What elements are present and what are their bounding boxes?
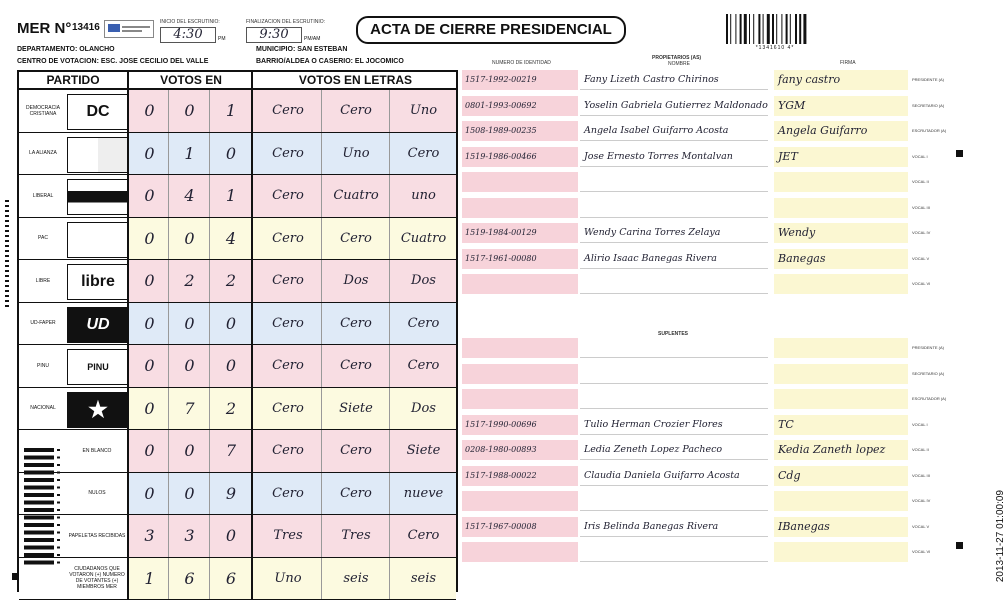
vote-digit: 0 (209, 303, 252, 345)
barcode (726, 14, 824, 44)
member-signature[interactable] (774, 172, 908, 192)
party-row (19, 175, 456, 218)
vote-digit: 0 (168, 345, 210, 387)
vote-digit: 0 (127, 473, 170, 515)
vote-word: Cero (389, 133, 457, 175)
vote-word: Dos (389, 260, 457, 302)
member-role: VOCAL III (912, 204, 930, 210)
vote-word: uno (389, 175, 457, 217)
member-row (462, 274, 962, 294)
vote-word: Dos (389, 388, 457, 430)
votes-table (17, 70, 458, 592)
departamento-label: DEPARTAMENTO: (17, 46, 78, 53)
member-role: PRESIDENTE (A) (912, 345, 945, 350)
member-row (462, 338, 962, 358)
vote-word: Cero (251, 175, 323, 217)
party-name: DEMOCRACIA CRISTIANA (26, 104, 60, 117)
party-logo-text: DC (86, 103, 110, 120)
vote-digit: 1 (209, 175, 252, 217)
party-row (19, 303, 456, 346)
timing-marks (24, 448, 62, 568)
member-name[interactable]: Tulio Herman Crozier Flores (580, 415, 768, 435)
member-role: VOCAL VI (912, 549, 931, 554)
vote-digit: 6 (209, 558, 252, 600)
member-row (462, 172, 962, 192)
vote-digit: 0 (168, 473, 210, 515)
barrio-value: EL JOCOMICO (354, 58, 404, 65)
member-name[interactable] (580, 172, 768, 192)
party-name: PAPELETAS RECIBIDAS (68, 532, 126, 539)
vote-digit: 1 (209, 90, 252, 132)
party-name: EN BLANCO (82, 447, 112, 454)
vote-word: Cuatro (389, 218, 457, 260)
member-signature[interactable]: YGM (774, 96, 908, 116)
registration-mark (12, 573, 19, 580)
totals-row (19, 473, 456, 516)
vote-word: Tres (321, 515, 390, 557)
member-id[interactable] (462, 338, 578, 358)
vote-word: Uno (251, 558, 323, 600)
member-name[interactable]: Alirio Isaac Banegas Rivera (580, 249, 768, 269)
totals-row (19, 515, 456, 558)
header-nombre: NOMBRE (668, 61, 690, 67)
departamento-value: OLANCHO (79, 46, 115, 53)
member-signature[interactable] (774, 338, 908, 358)
member-role: VOCAL I (912, 153, 928, 159)
vote-digit: 6 (168, 558, 210, 600)
member-signature[interactable]: IBanegas (774, 517, 908, 537)
scan-timestamp: 2013-11-27 01:00:09 (995, 490, 1006, 583)
member-role: VOCAL IV (912, 230, 931, 235)
member-row (462, 223, 962, 243)
party-logo-text: libre (81, 273, 115, 290)
vote-word: Cero (251, 90, 323, 132)
vote-word: Cero (251, 388, 323, 430)
party-logo (67, 179, 129, 215)
totals-row (19, 430, 456, 473)
vote-word: Cero (251, 430, 323, 472)
header-suplentes: SUPLENTES (658, 331, 689, 337)
member-row (462, 96, 962, 116)
member-row (462, 542, 962, 562)
member-id[interactable]: 1517-1961-00080 (462, 249, 578, 269)
member-id[interactable] (462, 274, 578, 294)
vote-word: Cero (389, 303, 457, 345)
vote-digit: 4 (168, 175, 210, 217)
member-id[interactable]: 0801-1993-00692 (462, 96, 578, 116)
party-logo (67, 349, 129, 385)
final-time: 9:30 (246, 27, 302, 43)
member-name[interactable] (580, 338, 768, 358)
registration-mark (956, 150, 963, 157)
member-name[interactable]: Claudia Daniela Guifarro Acosta (580, 466, 768, 486)
vote-digit: 0 (168, 218, 210, 260)
member-role: VOCAL III (912, 472, 930, 478)
vote-digit: 0 (127, 388, 170, 430)
vote-digit: 2 (209, 260, 252, 302)
vote-digit: 0 (127, 430, 170, 472)
member-name[interactable] (580, 274, 768, 294)
vote-digit: 0 (209, 133, 252, 175)
member-row (462, 415, 962, 435)
party-name: PINU (37, 362, 49, 369)
party-row (19, 133, 456, 176)
vote-word: Cero (321, 430, 390, 472)
vote-digit: 0 (127, 303, 170, 345)
member-id[interactable] (462, 364, 578, 384)
member-row (462, 364, 962, 384)
vote-word: Cero (321, 303, 390, 345)
member-signature[interactable]: Cdg (774, 466, 908, 486)
member-signature[interactable]: TC (774, 415, 908, 435)
member-signature[interactable]: Angela Guifarro (774, 121, 908, 141)
vote-digit: 7 (209, 430, 252, 472)
vote-word: Tres (251, 515, 323, 557)
party-name: CIUDADANOS QUE VOTARON (+) NUMERO DE VOTANTES (+) MIEMBROS MER (69, 566, 125, 591)
member-id[interactable]: 1517-1992-00219 (462, 70, 578, 90)
member-signature[interactable] (774, 274, 908, 294)
member-id[interactable] (462, 172, 578, 192)
vote-word: Cero (251, 260, 323, 302)
header-id: NUMERO DE IDENTIDAD (492, 60, 551, 66)
vote-digit: 0 (168, 430, 210, 472)
vote-digit: 1 (127, 558, 170, 600)
member-name[interactable] (580, 542, 768, 562)
party-logo-text: PINU (87, 362, 109, 372)
member-name[interactable]: Iris Belinda Banegas Rivera (580, 517, 768, 537)
member-id[interactable] (462, 542, 578, 562)
party-logo (67, 222, 129, 258)
party-row (19, 260, 456, 303)
member-row (462, 466, 962, 486)
registration-mark (956, 542, 963, 549)
vote-word: Cero (321, 90, 390, 132)
member-id[interactable]: 1517-1988-00022 (462, 466, 578, 486)
member-name[interactable] (580, 389, 768, 409)
vote-digit: 0 (127, 175, 170, 217)
member-signature[interactable]: Kedia Zaneth lopez (774, 440, 908, 460)
vote-word: Cero (251, 218, 323, 260)
party-logo (67, 137, 129, 173)
member-id[interactable]: 1519-1984-00129 (462, 223, 578, 243)
vote-word: Uno (321, 133, 390, 175)
member-id[interactable]: 1517-1967-00008 (462, 517, 578, 537)
member-signature[interactable] (774, 198, 908, 218)
member-role: SECRETARIO (A) (912, 370, 945, 376)
barcode-number: *1341610 4* (755, 45, 795, 51)
party-name: LIBRE (35, 277, 51, 284)
member-id[interactable]: 1517-1990-00696 (462, 415, 578, 435)
final-ampm: PM/AM (304, 36, 321, 42)
member-id[interactable]: 1519-1986-00466 (462, 147, 578, 167)
inicio-label: INICIO DEL ESCRUTINIO: (160, 19, 220, 25)
vote-word: Cero (321, 473, 390, 515)
member-name[interactable] (580, 491, 768, 511)
vote-word: Cuatro (321, 175, 390, 217)
vote-digit: 3 (168, 515, 210, 557)
party-name: PAC (38, 235, 48, 242)
vote-digit: 0 (127, 90, 170, 132)
member-role: ESCRUTADOR (A) (912, 396, 947, 401)
party-name: NULOS (88, 490, 106, 497)
member-id[interactable] (462, 389, 578, 409)
member-role: VOCAL V (912, 523, 930, 529)
inicio-time: 4:30 (160, 27, 216, 43)
vote-word: seis (321, 558, 390, 600)
member-id[interactable] (462, 491, 578, 511)
inicio-ampm: PM (218, 36, 226, 42)
member-row (462, 70, 962, 90)
member-role: VOCAL V (912, 255, 930, 261)
party-name: UD-FAPER (30, 320, 56, 327)
header-firma: FIRMA (840, 60, 856, 66)
vote-digit: 7 (168, 388, 210, 430)
header-propietarios: PROPIETARIOS (AS) (652, 55, 702, 61)
vote-word: Siete (321, 388, 390, 430)
vote-word: Cero (251, 133, 323, 175)
party-logo: ★ (67, 392, 129, 428)
vote-digit: 0 (127, 260, 170, 302)
member-signature[interactable]: Banegas (774, 249, 908, 269)
side-marks (5, 200, 13, 310)
member-name[interactable] (580, 198, 768, 218)
member-role: VOCAL IV (912, 498, 931, 503)
final-label: FINALIZACION DEL ESCRUTINIO: (246, 19, 325, 25)
party-name: LIBERAL (32, 192, 54, 199)
member-signature[interactable]: Wendy (774, 223, 908, 243)
vote-digit: 3 (127, 515, 170, 557)
member-row (462, 249, 962, 269)
vote-digit: 0 (209, 345, 252, 387)
member-row (462, 121, 962, 141)
vote-digit: 0 (209, 515, 252, 557)
vote-digit: 4 (209, 218, 252, 260)
member-id[interactable]: 0208-1980-00893 (462, 440, 578, 460)
header-numeros: VOTOS EN (127, 72, 253, 90)
member-signature[interactable] (774, 491, 908, 511)
vote-word: Cero (251, 303, 323, 345)
centro-value: ESC. JOSE CECILIO DEL VALLE (100, 58, 209, 65)
member-role: ESCRUTADOR (A) (912, 128, 947, 133)
member-row (462, 440, 962, 460)
vote-digit: 2 (209, 388, 252, 430)
party-logo (67, 307, 129, 343)
vote-digit: 0 (127, 218, 170, 260)
party-row (19, 345, 456, 388)
header-partido: PARTIDO (19, 72, 127, 90)
vote-digit: 0 (168, 90, 210, 132)
vote-word: Cero (389, 515, 457, 557)
vote-word: nueve (389, 473, 457, 515)
party-logo-text: UD (86, 315, 110, 333)
member-name[interactable]: Angela Isabel Guifarro Acosta (580, 121, 768, 141)
barrio-label: BARRIO/ALDEA O CASERIO: (256, 58, 353, 65)
vote-word: Cero (321, 218, 390, 260)
municipio-value: SAN ESTEBAN (297, 46, 348, 53)
party-row (19, 90, 456, 133)
vote-word: Cero (389, 345, 457, 387)
member-name[interactable]: Jose Ernesto Torres Montalvan (580, 147, 768, 167)
mer-number: 13416 (72, 22, 100, 33)
member-name[interactable]: Wendy Carina Torres Zelaya (580, 223, 768, 243)
vote-digit: 1 (168, 133, 210, 175)
party-name: LA ALIANZA (29, 150, 57, 157)
party-logo (67, 264, 129, 300)
vote-word: Cero (251, 473, 323, 515)
member-row (462, 517, 962, 537)
member-role: VOCAL VI (912, 281, 931, 286)
municipio-label: MUNICIPIO: (256, 46, 296, 53)
party-row (19, 388, 456, 431)
member-name[interactable]: Ledia Zeneth Lopez Pacheco (580, 440, 768, 460)
member-role: VOCAL I (912, 421, 928, 427)
member-role: PRESIDENTE (A) (912, 77, 945, 82)
header-letras: VOTOS EN LETRAS (251, 72, 458, 90)
vote-digit: 0 (168, 303, 210, 345)
centro-label: CENTRO DE VOTACION: (17, 58, 99, 65)
party-row (19, 218, 456, 261)
vote-word: Dos (321, 260, 390, 302)
member-id[interactable]: 1508-1989-00235 (462, 121, 578, 141)
mer-label: MER N° (17, 20, 72, 37)
vote-word: Cero (321, 345, 390, 387)
vote-digit: 9 (209, 473, 252, 515)
member-row (462, 198, 962, 218)
member-row (462, 389, 962, 409)
member-row (462, 147, 962, 167)
vote-word: Siete (389, 430, 457, 472)
member-id[interactable] (462, 198, 578, 218)
member-signature[interactable]: JET (774, 147, 908, 167)
tse-logo (104, 20, 154, 38)
vote-digit: 0 (127, 133, 170, 175)
member-signature[interactable] (774, 542, 908, 562)
party-logo (67, 94, 129, 130)
totals-row (19, 558, 456, 601)
member-role: VOCAL II (912, 447, 929, 452)
page-title: ACTA DE CIERRE PRESIDENCIAL (356, 16, 626, 44)
vote-word: Uno (389, 90, 457, 132)
member-name[interactable]: Yoselin Gabriela Gutierrez Maldonado (580, 96, 768, 116)
party-name: NACIONAL (30, 405, 56, 412)
vote-digit: 0 (127, 345, 170, 387)
member-signature[interactable] (774, 389, 908, 409)
member-name[interactable] (580, 364, 768, 384)
vote-digit: 2 (168, 260, 210, 302)
vote-word: seis (389, 558, 457, 600)
member-signature[interactable]: fany castro (774, 70, 908, 90)
member-row (462, 491, 962, 511)
member-name[interactable]: Fany Lizeth Castro Chirinos (580, 70, 768, 90)
member-role: SECRETARIO (A) (912, 102, 945, 108)
member-signature[interactable] (774, 364, 908, 384)
vote-word: Cero (251, 345, 323, 387)
member-role: VOCAL II (912, 179, 929, 184)
